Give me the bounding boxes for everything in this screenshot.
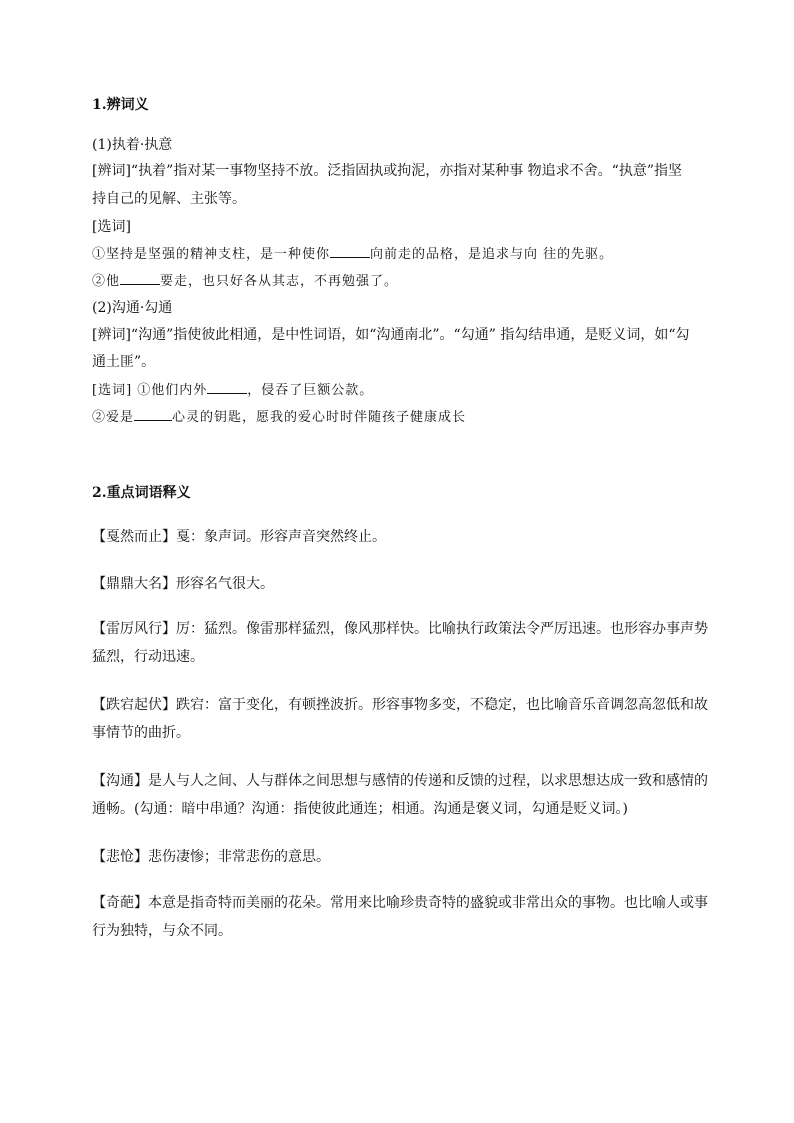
- entry-line: 通畅。(勾通：暗中串通？沟通：指使彼此通连；相通。沟通是褒义词，勾通是贬义词。): [92, 801, 628, 817]
- entry-line: 猛烈，行动迅速。: [92, 649, 204, 665]
- entry-line: 【沟通】是人与人之间、人与群体之间思想与感情的传递和反馈的过程，以求思想达成一致和感情的: [92, 773, 708, 789]
- entry-line: 事情节的曲折。: [92, 725, 190, 741]
- entry-line: 【雷厉风行】厉：猛烈。像雷那样猛烈，像风那样快。比喻执行政策法令严厉迅速。也形容办事声势: [92, 621, 708, 637]
- entry-line: 行为独特，与众不同。: [92, 923, 232, 939]
- explain-line: [辨词]“执着”指对某一事物坚持不放。泛指固执或拘泥，亦指对某种事 物追求不舍。“执意”指坚: [92, 163, 683, 179]
- pair-heading: (2)沟通·勾通: [92, 300, 173, 316]
- entry-line: 【鼎鼎大名】形容名气很大。: [92, 576, 274, 592]
- question-line: [92, 381, 373, 400]
- question-line: [92, 245, 613, 264]
- question-text: 心灵的钥匙，愿我的爱心时时伴随孩子健康成长: [172, 410, 467, 425]
- entry-line: 【奇葩】本意是指奇特而美丽的花朵。常用来比喻珍贵奇特的盛貌或非常出众的事物。也比喻人或事: [92, 895, 708, 911]
- question-text: [选词] ①他们内外: [92, 383, 208, 398]
- fill-blank[interactable]: [134, 408, 172, 421]
- question-line: [92, 408, 466, 427]
- question-text: 向前走的品格，是追求与向 往的先驱。: [370, 247, 614, 262]
- section-title: 2.重点词语释义: [92, 485, 191, 501]
- question-text: ，侵吞了巨额公款。: [247, 383, 374, 398]
- pair-heading: (1)执着·执意: [92, 137, 173, 153]
- fill-blank[interactable]: [207, 381, 247, 394]
- section-title: 1.辨词义: [92, 97, 149, 113]
- entry-line: 【悲怆】悲伤凄惨；非常悲伤的意思。: [92, 849, 330, 865]
- fill-blank[interactable]: [330, 245, 370, 258]
- fill-blank[interactable]: [120, 272, 160, 285]
- question-text: ②他: [92, 274, 121, 289]
- question-text: 要走，也只好各从其志，不再勉强了。: [160, 274, 399, 289]
- question-line: [92, 272, 398, 291]
- explain-line: 持自己的见解、主张等。: [92, 191, 246, 207]
- select-label: [选词]: [92, 219, 131, 235]
- entry-line: 【跌宕起伏】跌宕：富于变化，有顿挫波折。形容事物多变，不稳定，也比喻音乐音调忽高忽低和故: [92, 697, 708, 713]
- question-text: ①坚持是坚强的精神支柱，是一种使你: [92, 247, 331, 262]
- question-text: ②爱是: [92, 410, 135, 425]
- entry-line: 【戛然而止】戛：象声词。形容声音突然终止。: [92, 529, 386, 545]
- explain-line: [辨词]“沟通”指使彼此相通，是中性词语，如“沟通南北”。“勾通” 指勾结串通，是贬义词，如“勾: [92, 327, 690, 343]
- explain-line: 通土匪”。: [92, 354, 156, 370]
